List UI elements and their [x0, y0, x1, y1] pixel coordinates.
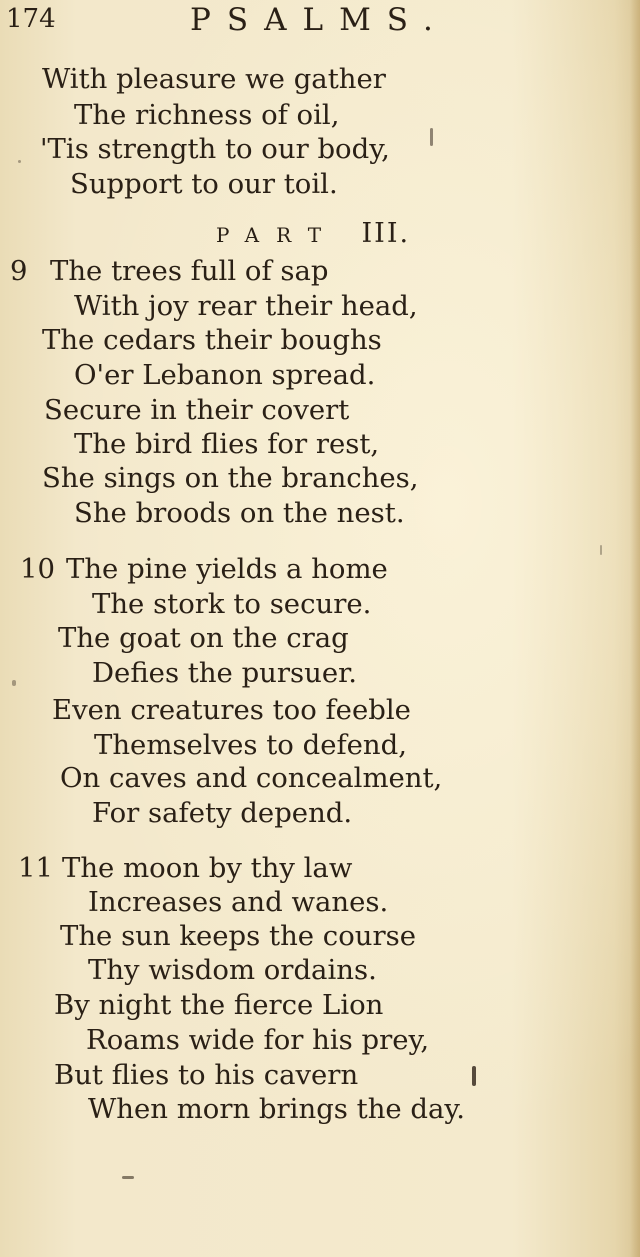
ink-mark	[472, 1066, 476, 1086]
verse-line: She sings on the branches,	[42, 462, 419, 494]
verse-line: With joy rear their head,	[74, 290, 418, 322]
stanza-number: 10	[20, 553, 55, 585]
verse-line: Secure in their covert	[44, 394, 350, 426]
page-edge-shadow	[630, 0, 640, 1257]
ink-mark	[430, 128, 433, 146]
verse-line: Support to our toil.	[70, 168, 338, 200]
verse-line: The trees full of sap	[50, 255, 329, 287]
part-numeral: III.	[361, 218, 411, 249]
ink-mark	[600, 545, 602, 555]
verse-line: With pleasure we gather	[42, 63, 386, 95]
verse-line: The moon by thy law	[62, 852, 353, 884]
verse-line: But flies to his cavern	[54, 1059, 359, 1091]
verse-line: The stork to secure.	[92, 588, 372, 620]
verse-line: The cedars their boughs	[42, 324, 382, 356]
verse-line: Roams wide for his prey,	[86, 1024, 430, 1056]
verse-line: The goat on the crag	[58, 622, 349, 654]
verse-line: Even creatures too feeble	[52, 694, 411, 726]
page-number: 174	[6, 4, 56, 34]
verse-line: The pine yields a home	[66, 553, 388, 585]
verse-line: Defies the pursuer.	[92, 657, 357, 689]
verse-line: The sun keeps the course	[60, 920, 416, 952]
part-label: PART	[216, 223, 339, 247]
stanza-number: 11	[18, 852, 53, 884]
verse-line: The bird flies for rest,	[74, 428, 380, 460]
verse-line: By night the fierce Lion	[54, 989, 384, 1021]
part-heading	[216, 220, 410, 247]
verse-line: Increases and wanes.	[88, 886, 389, 918]
verse-line: For safety depend.	[92, 797, 353, 829]
verse-line: When morn brings the day.	[88, 1093, 466, 1125]
verse-line: She broods on the nest.	[74, 497, 405, 529]
verse-line: 'Tis strength to our body,	[40, 133, 390, 165]
stanza-number: 9	[10, 255, 28, 287]
verse-line: On caves and concealment,	[60, 762, 443, 794]
running-title: PSALMS.	[190, 2, 449, 38]
ink-mark	[12, 680, 16, 686]
ink-mark	[122, 1176, 134, 1179]
verse-line: O'er Lebanon spread.	[74, 359, 376, 391]
ink-mark	[18, 160, 21, 163]
verse-line: Thy wisdom ordains.	[88, 954, 377, 986]
verse-line: Themselves to defend,	[94, 729, 407, 761]
verse-line: The richness of oil,	[74, 99, 340, 131]
